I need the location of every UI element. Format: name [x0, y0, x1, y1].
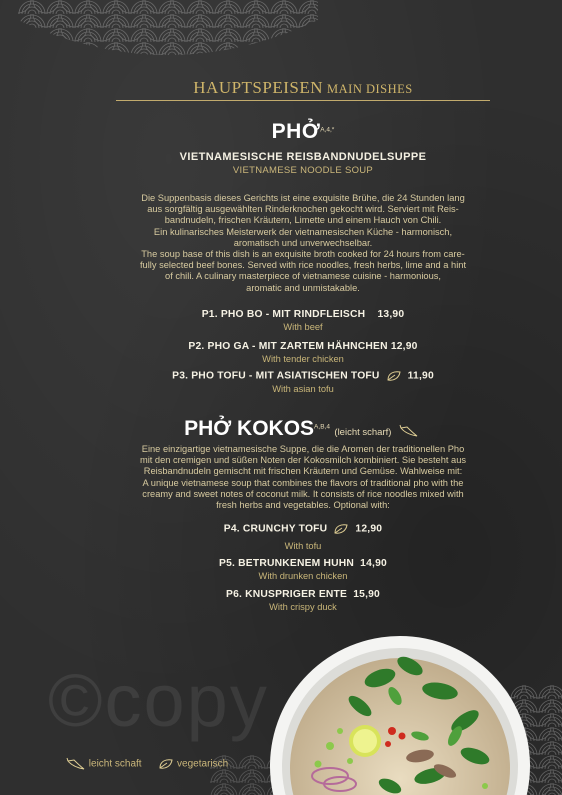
- spicy-label: (leicht scharf): [334, 427, 392, 438]
- header-title-en: MAIN DISHES: [327, 82, 413, 96]
- legend: [66, 757, 228, 771]
- legend-spicy: leicht schaft: [88, 758, 142, 770]
- pho-title: PHỞ: [271, 120, 321, 143]
- section-header: [116, 78, 490, 101]
- desc-line: fully selected beef bones. Served with rice noodles, fresh herbs, lime and a hint: [139, 260, 467, 271]
- item-name: P4. CRUNCHY TOFU: [223, 523, 328, 535]
- item-price: 12,90: [390, 341, 418, 352]
- copyright-watermark: ©copy: [48, 659, 269, 742]
- desc-line: of chili. A culinary masterpiece of vietnamese cuisine - harmonious,: [165, 271, 441, 282]
- item-english: With crispy duck: [269, 602, 337, 612]
- pho-description: [112, 193, 494, 294]
- item-name: P2. PHO GA - MIT ZARTEM HÄHNCHEN: [188, 341, 388, 352]
- desc-line: aus sorgfältig ausgewählten Rinderknochen gekocht wird. Serviert mit Reis-: [147, 204, 459, 215]
- desc-line: Ein kulinarisches Meisterwerk der vietnamesischen Küche - harmonisch,: [153, 226, 453, 237]
- item-price: 11,90: [407, 370, 434, 382]
- kokos-title: PHỞ KOKOS: [184, 417, 315, 440]
- wave-pattern-top: [18, 0, 318, 72]
- pho-subtitle-en: VIETNAMESE NOODLE SOUP: [232, 165, 374, 176]
- menu-item-p5: [100, 558, 506, 581]
- pho-bowl-image: [270, 636, 562, 795]
- desc-line: creamy and sweet notes of coconut milk. It consists of rice noodles mixed with: [142, 488, 464, 499]
- item-name: P3. PHO TOFU - MIT ASIATISCHEN TOFU: [172, 370, 380, 382]
- menu-item-p6: [100, 589, 506, 612]
- desc-line: fresh herbs and vegetables. Optional with:: [216, 500, 390, 511]
- desc-line: A unique vietnamese soup that combines the flavors of traditional pho with the: [142, 477, 464, 488]
- pho-title-block: [100, 120, 506, 144]
- menu-item-p3: [100, 370, 506, 394]
- item-english: With asian tofu: [272, 384, 334, 394]
- desc-line: Reisbandnudeln gemischt mit frischen Kräutern und Gemüse. Wahlweise mit:: [143, 466, 463, 477]
- desc-line: bandnudeln, frischen Kräutern, Limette und einem Hauch von Chili.: [164, 215, 442, 226]
- pho-allergens: A,4,*: [320, 126, 335, 134]
- item-name: P1. PHO BO - MIT RINDFLEISCH: [201, 309, 366, 320]
- item-english: With drunken chicken: [258, 571, 348, 581]
- desc-line: The soup base of this dish is an exquisite broth cooked for 24 hours from care-: [141, 249, 465, 260]
- desc-line: aromatisch und unverwechselbar.: [233, 237, 373, 248]
- desc-line: aromatic and unmistakable.: [246, 282, 360, 293]
- chili-icon: [399, 424, 419, 438]
- kokos-title-block: [100, 417, 506, 441]
- item-english: With tofu: [284, 541, 322, 551]
- item-name: P6. KNUSPRIGER ENTE: [226, 589, 348, 600]
- menu-item-p1: [100, 309, 506, 332]
- chili-icon: [66, 757, 86, 771]
- pho-subtitle-de: VIETNAMESISCHE REISBANDNUDELSUPPE: [179, 151, 427, 163]
- item-price: 14,90: [360, 558, 387, 569]
- menu-item-p2: [100, 341, 506, 364]
- vegetarian-leaf-icon: [158, 758, 174, 770]
- vegetarian-leaf-icon: [386, 370, 402, 382]
- item-price: 15,90: [353, 589, 380, 600]
- item-price: 12,90: [355, 523, 383, 535]
- item-english: With beef: [283, 322, 323, 332]
- item-english: With tender chicken: [262, 354, 344, 364]
- vegetarian-leaf-icon: [333, 523, 349, 535]
- item-name: P5. BETRUNKENEM HUHN: [219, 558, 355, 569]
- kokos-description: [110, 444, 496, 511]
- kokos-allergens: A,B,4: [314, 423, 330, 431]
- desc-line: Eine einzigartige vietnamesische Suppe, die die Aromen der traditionellen Pho: [141, 444, 465, 454]
- legend-vegetarian: vegetarisch: [177, 758, 229, 770]
- menu-item-p4: [100, 523, 506, 551]
- header-title-de: HAUPTSPEISEN: [193, 78, 324, 97]
- item-price: 13,90: [377, 309, 405, 320]
- desc-line: Die Suppenbasis dieses Gerichts ist eine exquisite Brühe, die 24 Stunden lang: [141, 193, 465, 203]
- desc-line: mit den cremigen und süßen Noten der Kokosmilch kombiniert. Sie besteht aus: [139, 455, 467, 466]
